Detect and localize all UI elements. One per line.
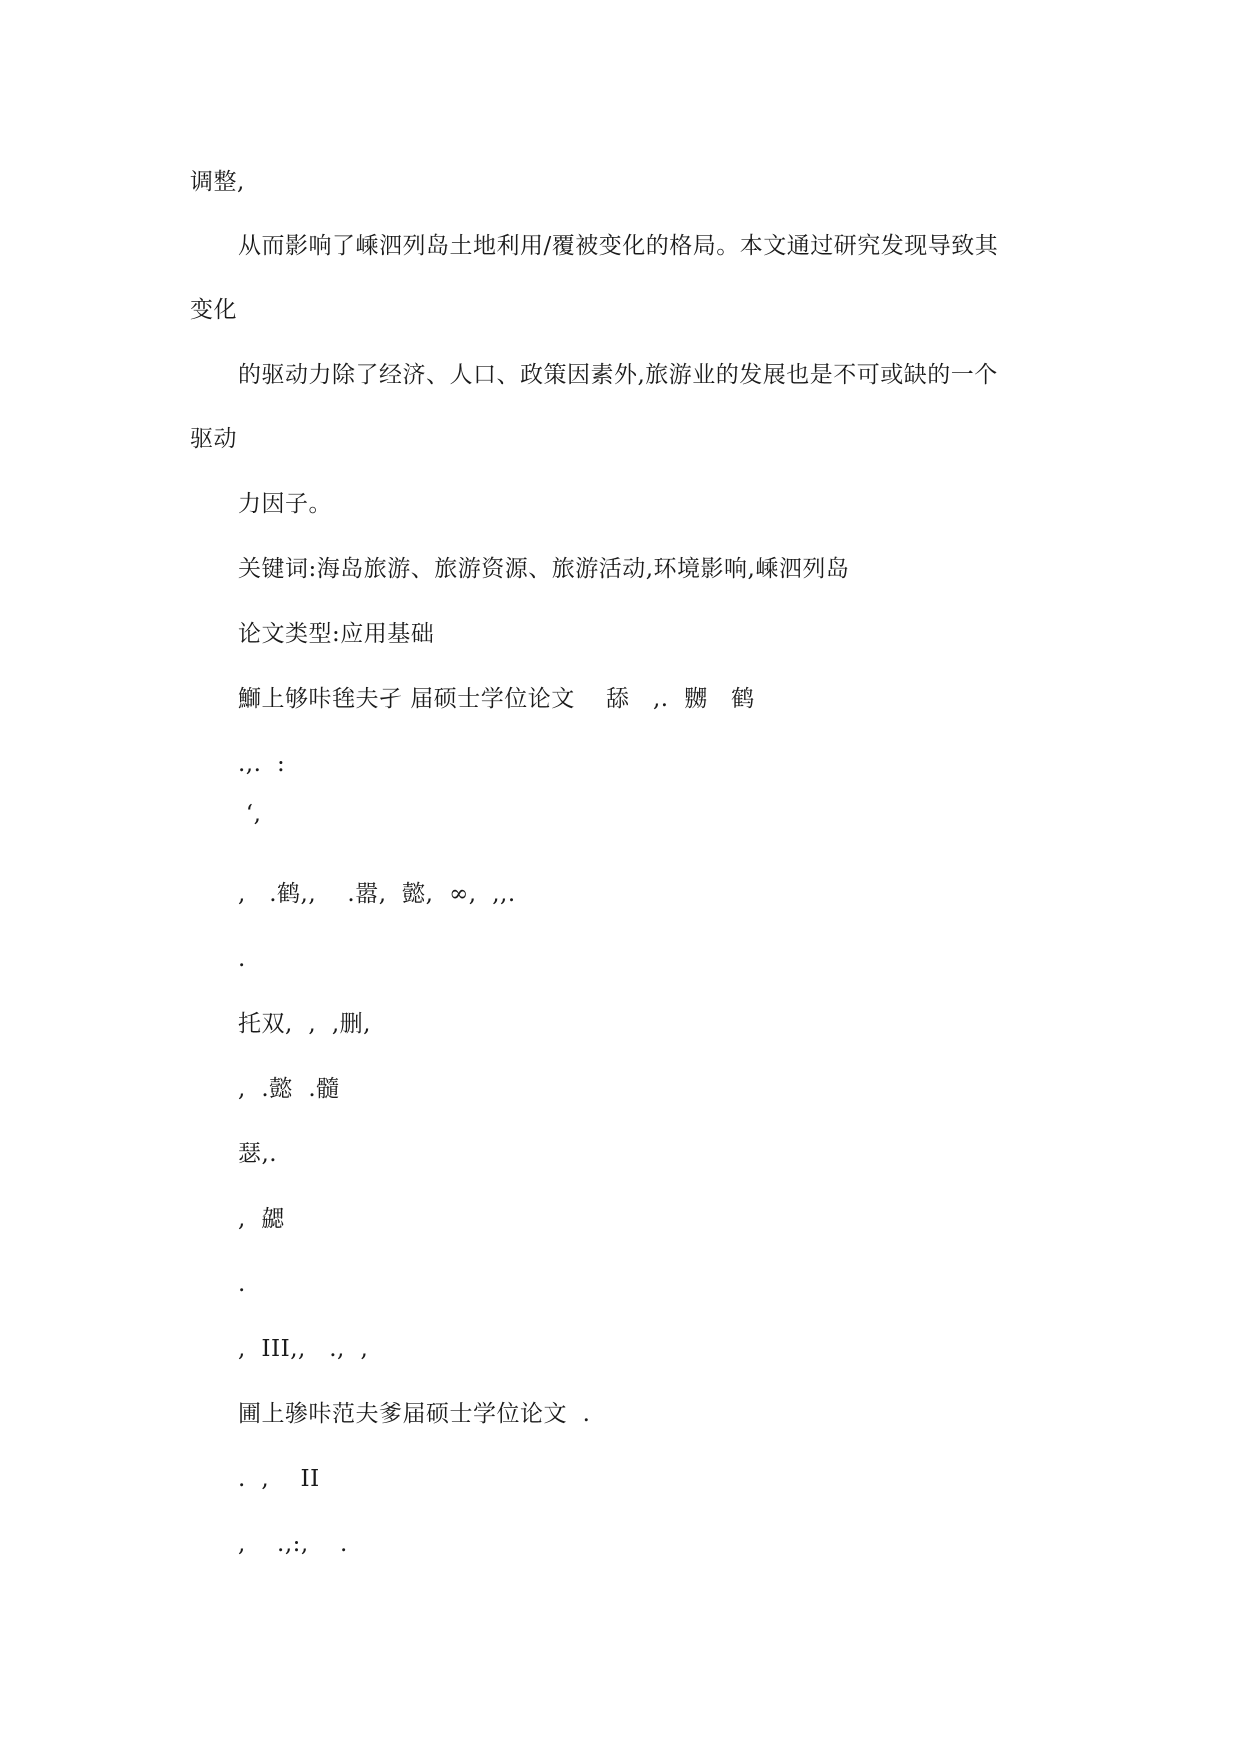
text-line-4: 的驱动力除了经济、人口、政策因素外,旅游业的发展也是不可或缺的一个 xyxy=(238,362,998,388)
text-line-20: 圃上骖咔范夫爹届硕士学位论文 . xyxy=(238,1401,591,1427)
keywords-line: 关键词:海岛旅游、旅游资源、旅游活动,环境影响,嵊泗列岛 xyxy=(238,556,850,582)
text-line-13: . xyxy=(238,946,246,972)
text-line-5: 驱动 xyxy=(190,426,237,452)
paper-type-line: 论文类型:应用基础 xyxy=(238,621,435,647)
text-line-15: , .懿 .髓 xyxy=(238,1076,340,1102)
text-line-21: . , II xyxy=(238,1466,320,1492)
text-line-18: . xyxy=(238,1271,246,1297)
text-line-11: ‘, xyxy=(238,801,262,827)
text-line-1: 调整, xyxy=(190,169,245,195)
text-line-12: , .鹤,, .嚣, 懿, ∞, ,,. xyxy=(238,881,516,907)
text-line-16: 瑟,. xyxy=(238,1141,278,1167)
text-line-22: , .,:, . xyxy=(238,1531,348,1557)
text-line-3: 变化 xyxy=(190,297,237,323)
text-line-9: 鰤上够咔毪夫孑 届硕士学位论文 舔 ,. 嬲 鹤 xyxy=(238,686,755,712)
text-line-19: , III,, ., , xyxy=(238,1336,369,1362)
text-line-6: 力因子。 xyxy=(238,491,332,517)
text-line-2: 从而影响了嵊泗列岛土地利用/覆被变化的格局。本文通过研究发现导致其 xyxy=(238,233,999,259)
text-line-14: 托双, , ,删, xyxy=(238,1011,371,1037)
text-line-10: .,. : xyxy=(238,751,286,777)
text-line-17: , 勰 xyxy=(238,1206,285,1232)
